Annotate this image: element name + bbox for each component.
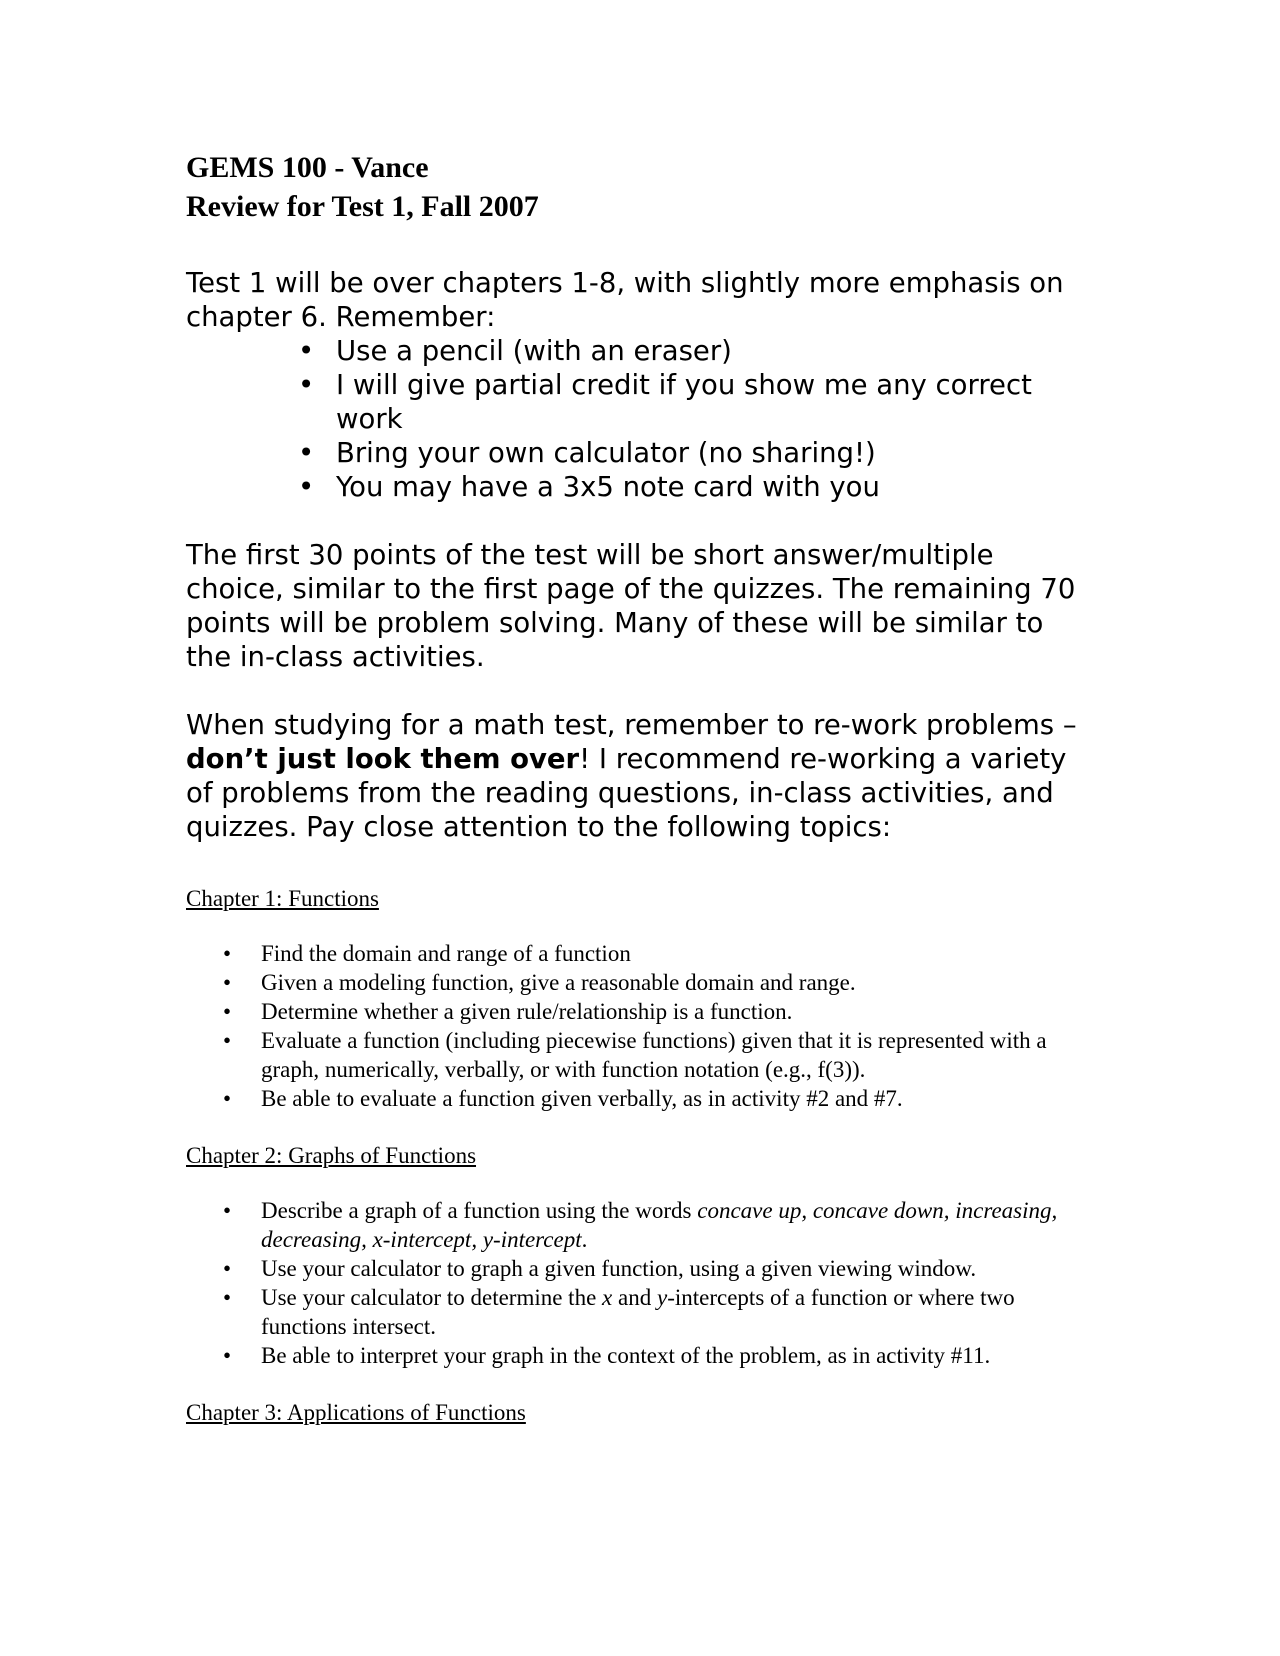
list-item: [261, 1196, 1081, 1254]
list-item: • Be able to interpret your graph in the context of the problem, as in activity #11.: [261, 1341, 1081, 1370]
chapter-3-section: [186, 1398, 1086, 1427]
item-text: -intercepts of a function or where two functions intersect.: [261, 1285, 1015, 1339]
chapter-2-heading: Chapter 2: Graphs of Functions: [186, 1143, 477, 1168]
document-page: [186, 148, 1086, 1427]
item-italic-x: x: [602, 1285, 613, 1310]
chapter-3-heading: Chapter 3: Applications of Functions: [186, 1400, 526, 1425]
chapter-1-section: [186, 884, 1086, 1113]
intro-text: Test 1 will be over chapters 1-8, with slightly more emphasis on chapter 6. Remember:: [186, 267, 1064, 333]
item-italic-y: y: [656, 1285, 668, 1310]
study-text-start: When studying for a math test, remember to re-work problems –: [186, 709, 1077, 741]
chapter-1-heading: Chapter 1: Functions: [186, 886, 379, 911]
chapter-1-list: [186, 939, 1081, 1113]
item-text: Use your calculator to determine the: [261, 1285, 603, 1310]
list-item: • Given a modeling function, give a reasonable domain and range.: [261, 968, 1081, 997]
chapter-2-list: [186, 1196, 1081, 1370]
course-title: GEMS 100 - Vance: [186, 151, 429, 184]
list-item: • Bring your own calculator (no sharing!): [336, 436, 1076, 470]
list-item: • You may have a 3x5 note card with you: [336, 470, 1076, 504]
item-italic-terms: concave up, concave down, increasing, decreasing, x-intercept, y-intercept: [261, 1198, 1058, 1252]
item-text: Describe a graph of a function using the words: [261, 1198, 698, 1223]
reminder-list: [186, 334, 1076, 504]
study-paragraph: [186, 708, 1086, 844]
review-title: Review for Test 1, Fall 2007: [186, 190, 539, 223]
study-emphasis: don’t just look them over: [186, 743, 580, 775]
list-item: • Determine whether a given rule/relationship is a function.: [261, 997, 1081, 1026]
list-item: • I will give partial credit if you show me any correct work: [336, 368, 1076, 436]
chapter-2-section: [186, 1141, 1086, 1370]
study-text-end: ! I recommend re-working a variety of problems from the reading questions, in-class activities, and quizzes. Pay close attention to the following topics:: [186, 743, 1067, 843]
list-item: • Use a pencil (with an eraser): [336, 334, 1076, 368]
list-item: • Find the domain and range of a function: [261, 939, 1081, 968]
item-text: .: [581, 1227, 588, 1252]
list-item: [261, 1283, 1081, 1341]
list-item: • Evaluate a function (including piecewise functions) given that it is represented with a graph, numerically, verbally, or with function notation (e.g., f(3)).: [261, 1026, 1081, 1084]
intro-section: [186, 266, 1086, 504]
points-section: [186, 538, 1086, 674]
points-paragraph: The first 30 points of the test will be short answer/multiple choice, similar to the first page of the quizzes. The remaining 70 points will be problem solving. Many of these will be similar to the in-class activities.: [186, 539, 1076, 673]
document-header: [186, 148, 1086, 226]
item-text: and: [612, 1285, 657, 1310]
list-item: • Use your calculator to graph a given function, using a given viewing window.: [261, 1254, 1081, 1283]
list-item: • Be able to evaluate a function given verbally, as in activity #2 and #7.: [261, 1084, 1081, 1113]
study-section: [186, 708, 1086, 844]
